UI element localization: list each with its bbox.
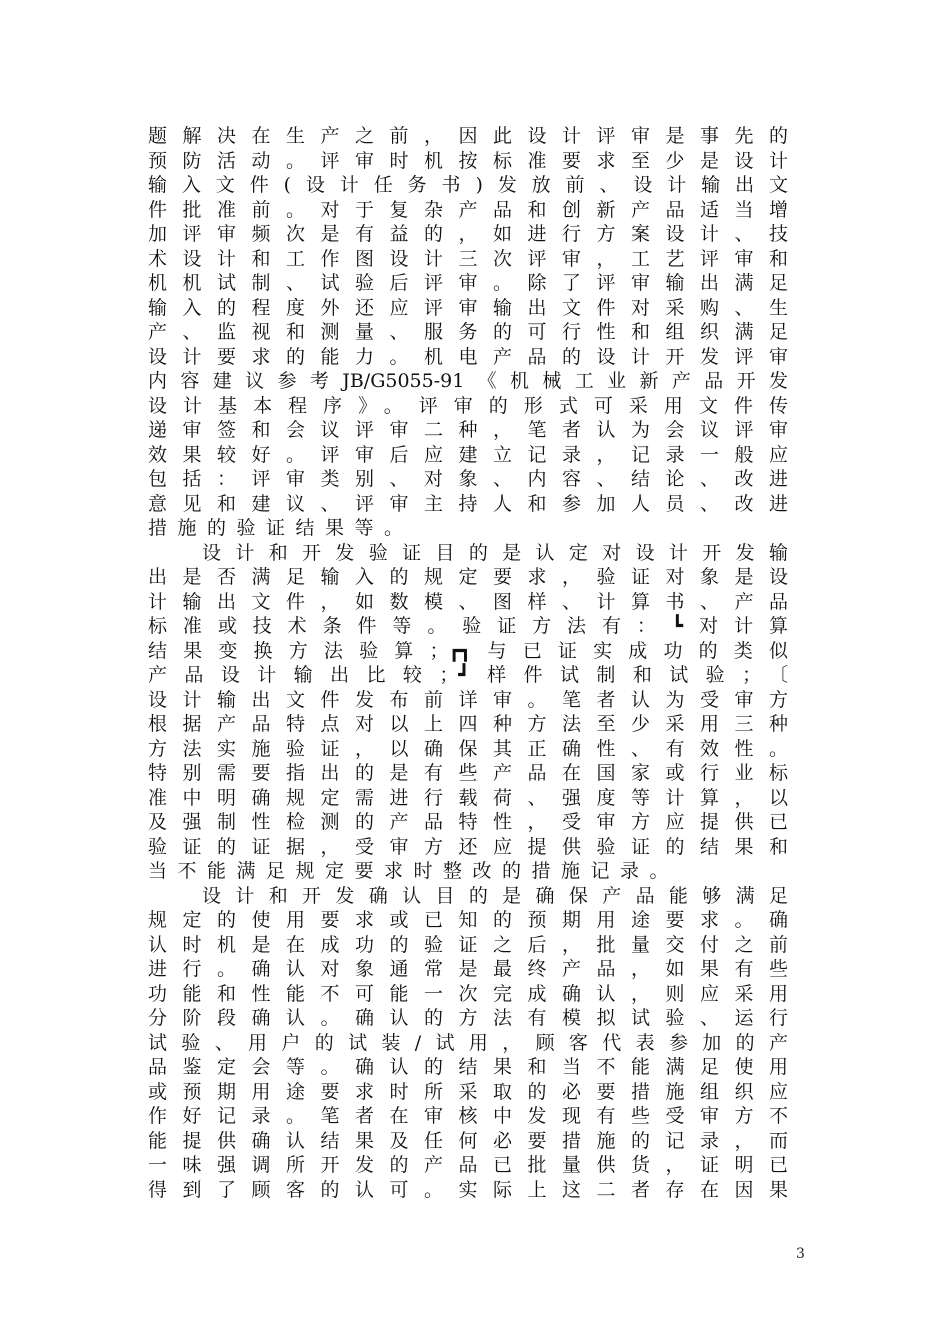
text-line: 产品设计输出比较；┛样件试制和试验；〔 <box>148 664 788 686</box>
text-line: 结果变换方法验算；┏┓与已证实成功的类似 <box>148 639 788 662</box>
paragraph-end-line: 当不能满足规定要求时整改的措施记录。 <box>148 860 680 882</box>
text-line: 件批准前。对于复杂产品和创新产品适当增 <box>148 198 788 221</box>
text-line: 设计输出文件发布前详审。笔者认为受审方 <box>148 688 788 711</box>
text-line: 或预期用途要求时所采取的必要措施组织应 <box>148 1080 788 1103</box>
text-line: 机机试制、试验后评审。除了评审输出满足 <box>148 272 788 294</box>
text-line: 功能和性能不可能一次完成确认，则应采用 <box>148 982 788 1005</box>
text-line: 方法实施验证，以确保其正确性、有效性。 <box>148 737 788 760</box>
text-line: 内容建议参考JB/G5055-91《机械工业新产品开发 <box>148 370 788 392</box>
text-line: 效果较好。评审后应建立记录，记录一般应 <box>148 443 788 466</box>
paragraph-start-line: 设计和开发确认目的是确保产品能够满足 <box>202 884 788 907</box>
text-line: 根据产品特点对以上四种方法至少采用三种 <box>148 713 788 735</box>
text-line: 作好记录。笔者在审核中发现有些受审方不 <box>148 1105 788 1127</box>
paragraph-end-line: 措施的验证结果等。 <box>148 517 414 539</box>
page-number: 3 <box>796 1246 805 1262</box>
text-line: 标准或技术条件等。验证方法有：┗对计算 <box>148 615 788 637</box>
text-line: 分阶段确认。确认的方法有模拟试验、运行 <box>148 1007 788 1029</box>
paragraph-start-line: 设计和开发验证目的是认定对设计开发输 <box>202 541 788 564</box>
text-line: 认时机是在成功的验证之后，批量交付之前 <box>148 933 788 956</box>
text-line: 设计要求的能力。机电产品的设计开发评审 <box>148 345 788 368</box>
text-line: 术设计和工作图设计三次评审，工艺评审和 <box>148 247 788 270</box>
text-line: 计输出文件，如数模、图样、计算书、产品 <box>148 590 788 613</box>
text-line: 题解决在生产之前，因此设计评审是事先的 <box>148 125 788 147</box>
text-line: 递审签和会议评审二种，笔者认为会议评审 <box>148 419 788 441</box>
text-line: 出是否满足输入的规定要求，验证对象是设 <box>148 566 788 588</box>
text-line: 输入的程度外还应评审输出文件对采购、生 <box>148 296 788 319</box>
text-line: 品鉴定会等。确认的结果和当不能满足使用 <box>148 1056 788 1078</box>
body-text <box>148 124 788 1202</box>
text-line: 预防活动。评审时机按标准要求至少是设计 <box>148 149 788 172</box>
text-line: 特别需要指出的是有些产品在国家或行业标 <box>148 762 788 784</box>
text-line: 得到了顾客的认可。实际上这二者存在因果 <box>148 1178 788 1201</box>
text-line: 能提供确认结果及任何必要措施的记录，而 <box>148 1129 788 1152</box>
text-line: 进行。确认对象通常是最终产品，如果有些 <box>148 958 788 980</box>
text-line: 规定的使用要求或已知的预期用途要求。确 <box>148 909 788 931</box>
text-line: 验证的证据，受审方还应提供验证的结果和 <box>148 835 788 858</box>
text-line: 产、监视和测量、服务的可行性和组织满足 <box>148 321 788 343</box>
text-line: 意见和建议、评审主持人和参加人员、改进 <box>148 492 788 515</box>
text-line: 加评审频次是有益的，如进行方案设计、技 <box>148 223 788 245</box>
text-line: 及强制性检测的产品特性，受审方应提供已 <box>148 811 788 833</box>
text-line: 包括：评审类别、对象、内容、结论、改进 <box>148 468 788 490</box>
text-line: 一味强调所开发的产品已批量供货，证明已 <box>148 1154 788 1176</box>
text-line: 试验、用户的试装/试用，顾客代表参加的产 <box>148 1031 788 1054</box>
text-line: 准中明确规定需进行载荷、强度等计算，以 <box>148 786 788 809</box>
text-line: 设计基本程序》。评审的形式可采用文件传 <box>148 394 788 417</box>
text-line: 输入文件(设计任务书)发放前、设计输出文 <box>148 174 788 196</box>
